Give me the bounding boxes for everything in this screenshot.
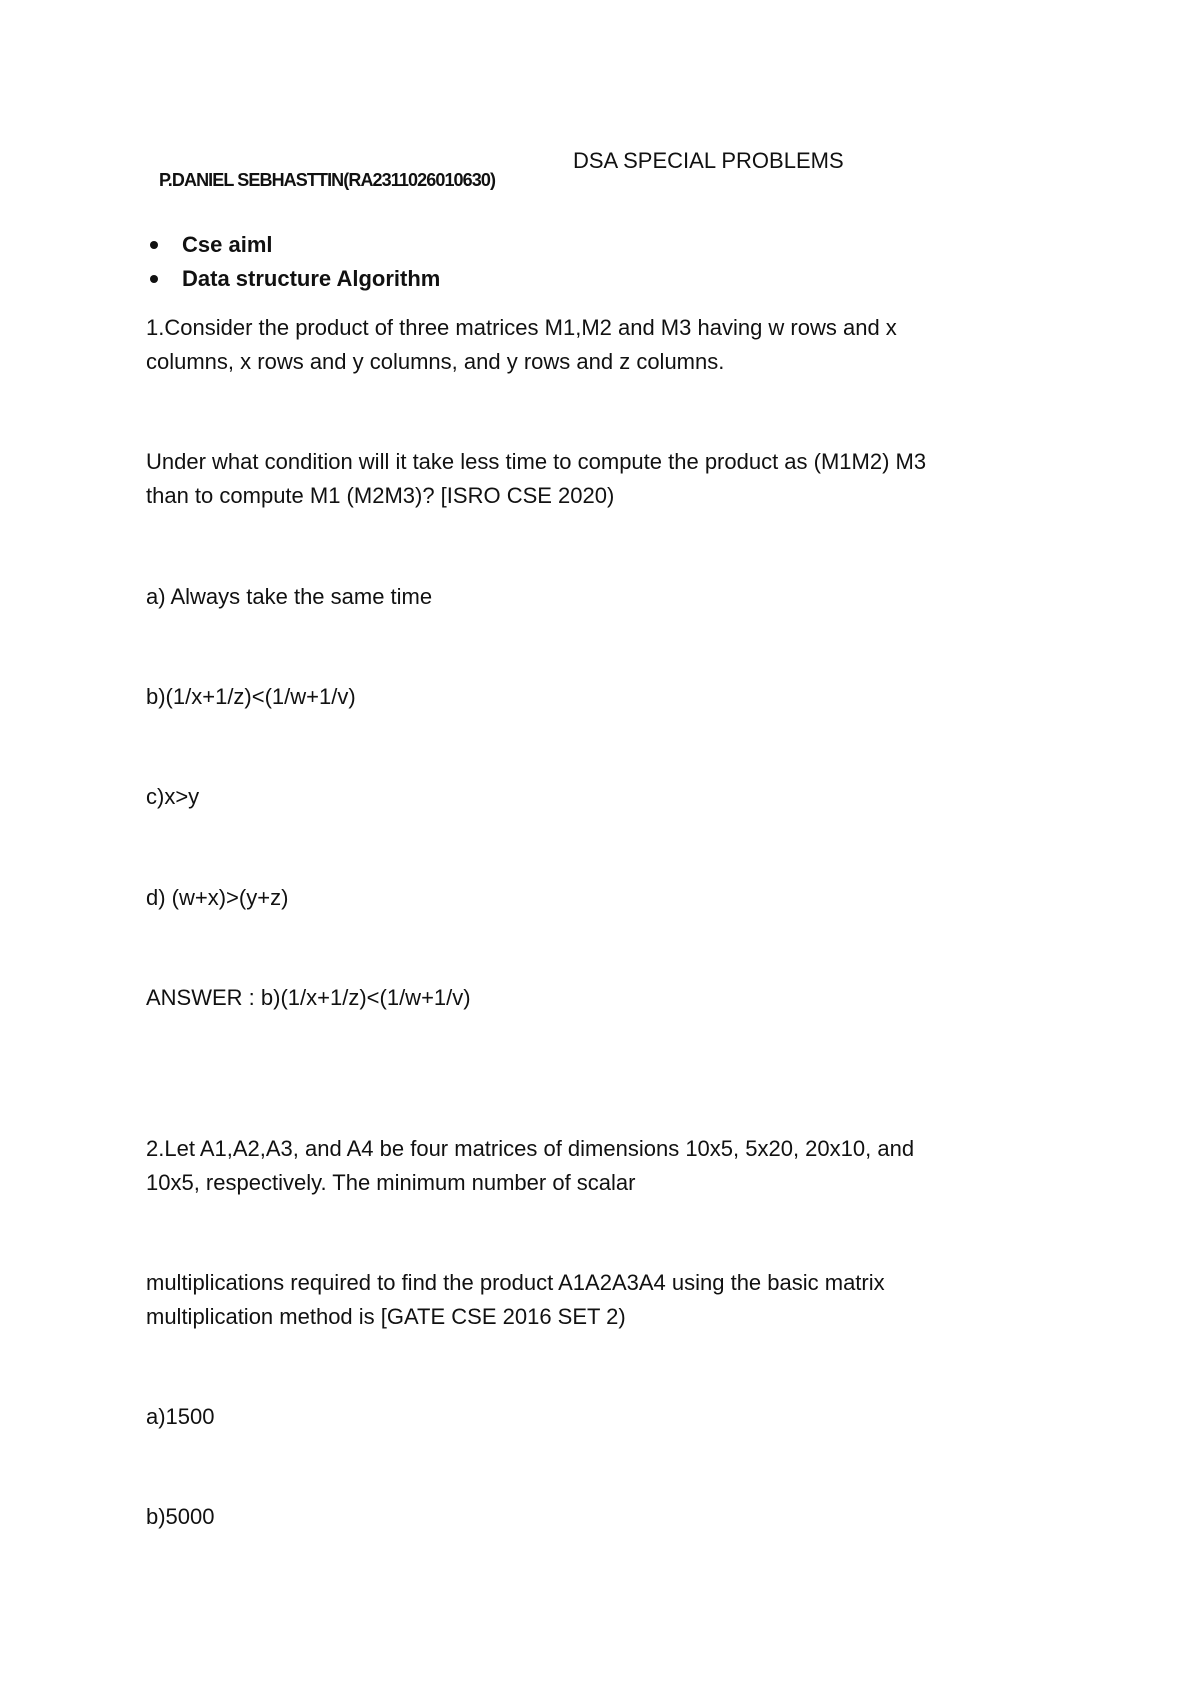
- bullet-icon: [150, 275, 158, 283]
- question-1-text-line: 1.Consider the product of three matrices M1,M2 and M3 having w rows and x: [146, 315, 897, 340]
- bullet-item: [146, 228, 440, 262]
- question-1-option-b: b)(1/x+1/z)<(1/w+1/v): [146, 684, 356, 709]
- question-1-option-a: a) Always take the same time: [146, 584, 433, 609]
- question-1-text-line: columns, x rows and y columns, and y rows and z columns.: [146, 349, 725, 374]
- question-2-text-line: 10x5, respectively. The minimum number of scalar: [146, 1170, 636, 1195]
- question-2-option-b: b)5000: [146, 1504, 215, 1529]
- question-2-text-line: 2.Let A1,A2,A3, and A4 be four matrices of dimensions 10x5, 5x20, 20x10, and: [146, 1136, 915, 1161]
- author-line: P.DANIEL SEBHASTTIN(RA2311026010630): [159, 170, 496, 190]
- question-1-option-d: d) (w+x)>(y+z): [146, 885, 289, 910]
- bullet-list: [146, 228, 440, 296]
- question-1-text-line: than to compute M1 (M2M3)? [ISRO CSE 2020): [146, 483, 615, 508]
- question-2-option-a: a)1500: [146, 1404, 215, 1429]
- bullet-item: [146, 262, 440, 296]
- bullet-icon: [150, 241, 158, 249]
- question-2-text-line: multiplication method is [GATE CSE 2016 SET 2): [146, 1304, 626, 1329]
- question-1-option-c: c)x>y: [146, 784, 200, 809]
- bullet-text: Cse aiml: [182, 232, 273, 257]
- bullet-text: Data structure Algorithm: [182, 266, 441, 291]
- document-title: DSA SPECIAL PROBLEMS: [573, 148, 844, 173]
- question-2-text-line: multiplications required to find the product A1A2A3A4 using the basic matrix: [146, 1270, 885, 1295]
- question-1-answer: ANSWER : b)(1/x+1/z)<(1/w+1/v): [146, 985, 471, 1010]
- question-1-text-line: Under what condition will it take less time to compute the product as (M1M2) M3: [146, 449, 927, 474]
